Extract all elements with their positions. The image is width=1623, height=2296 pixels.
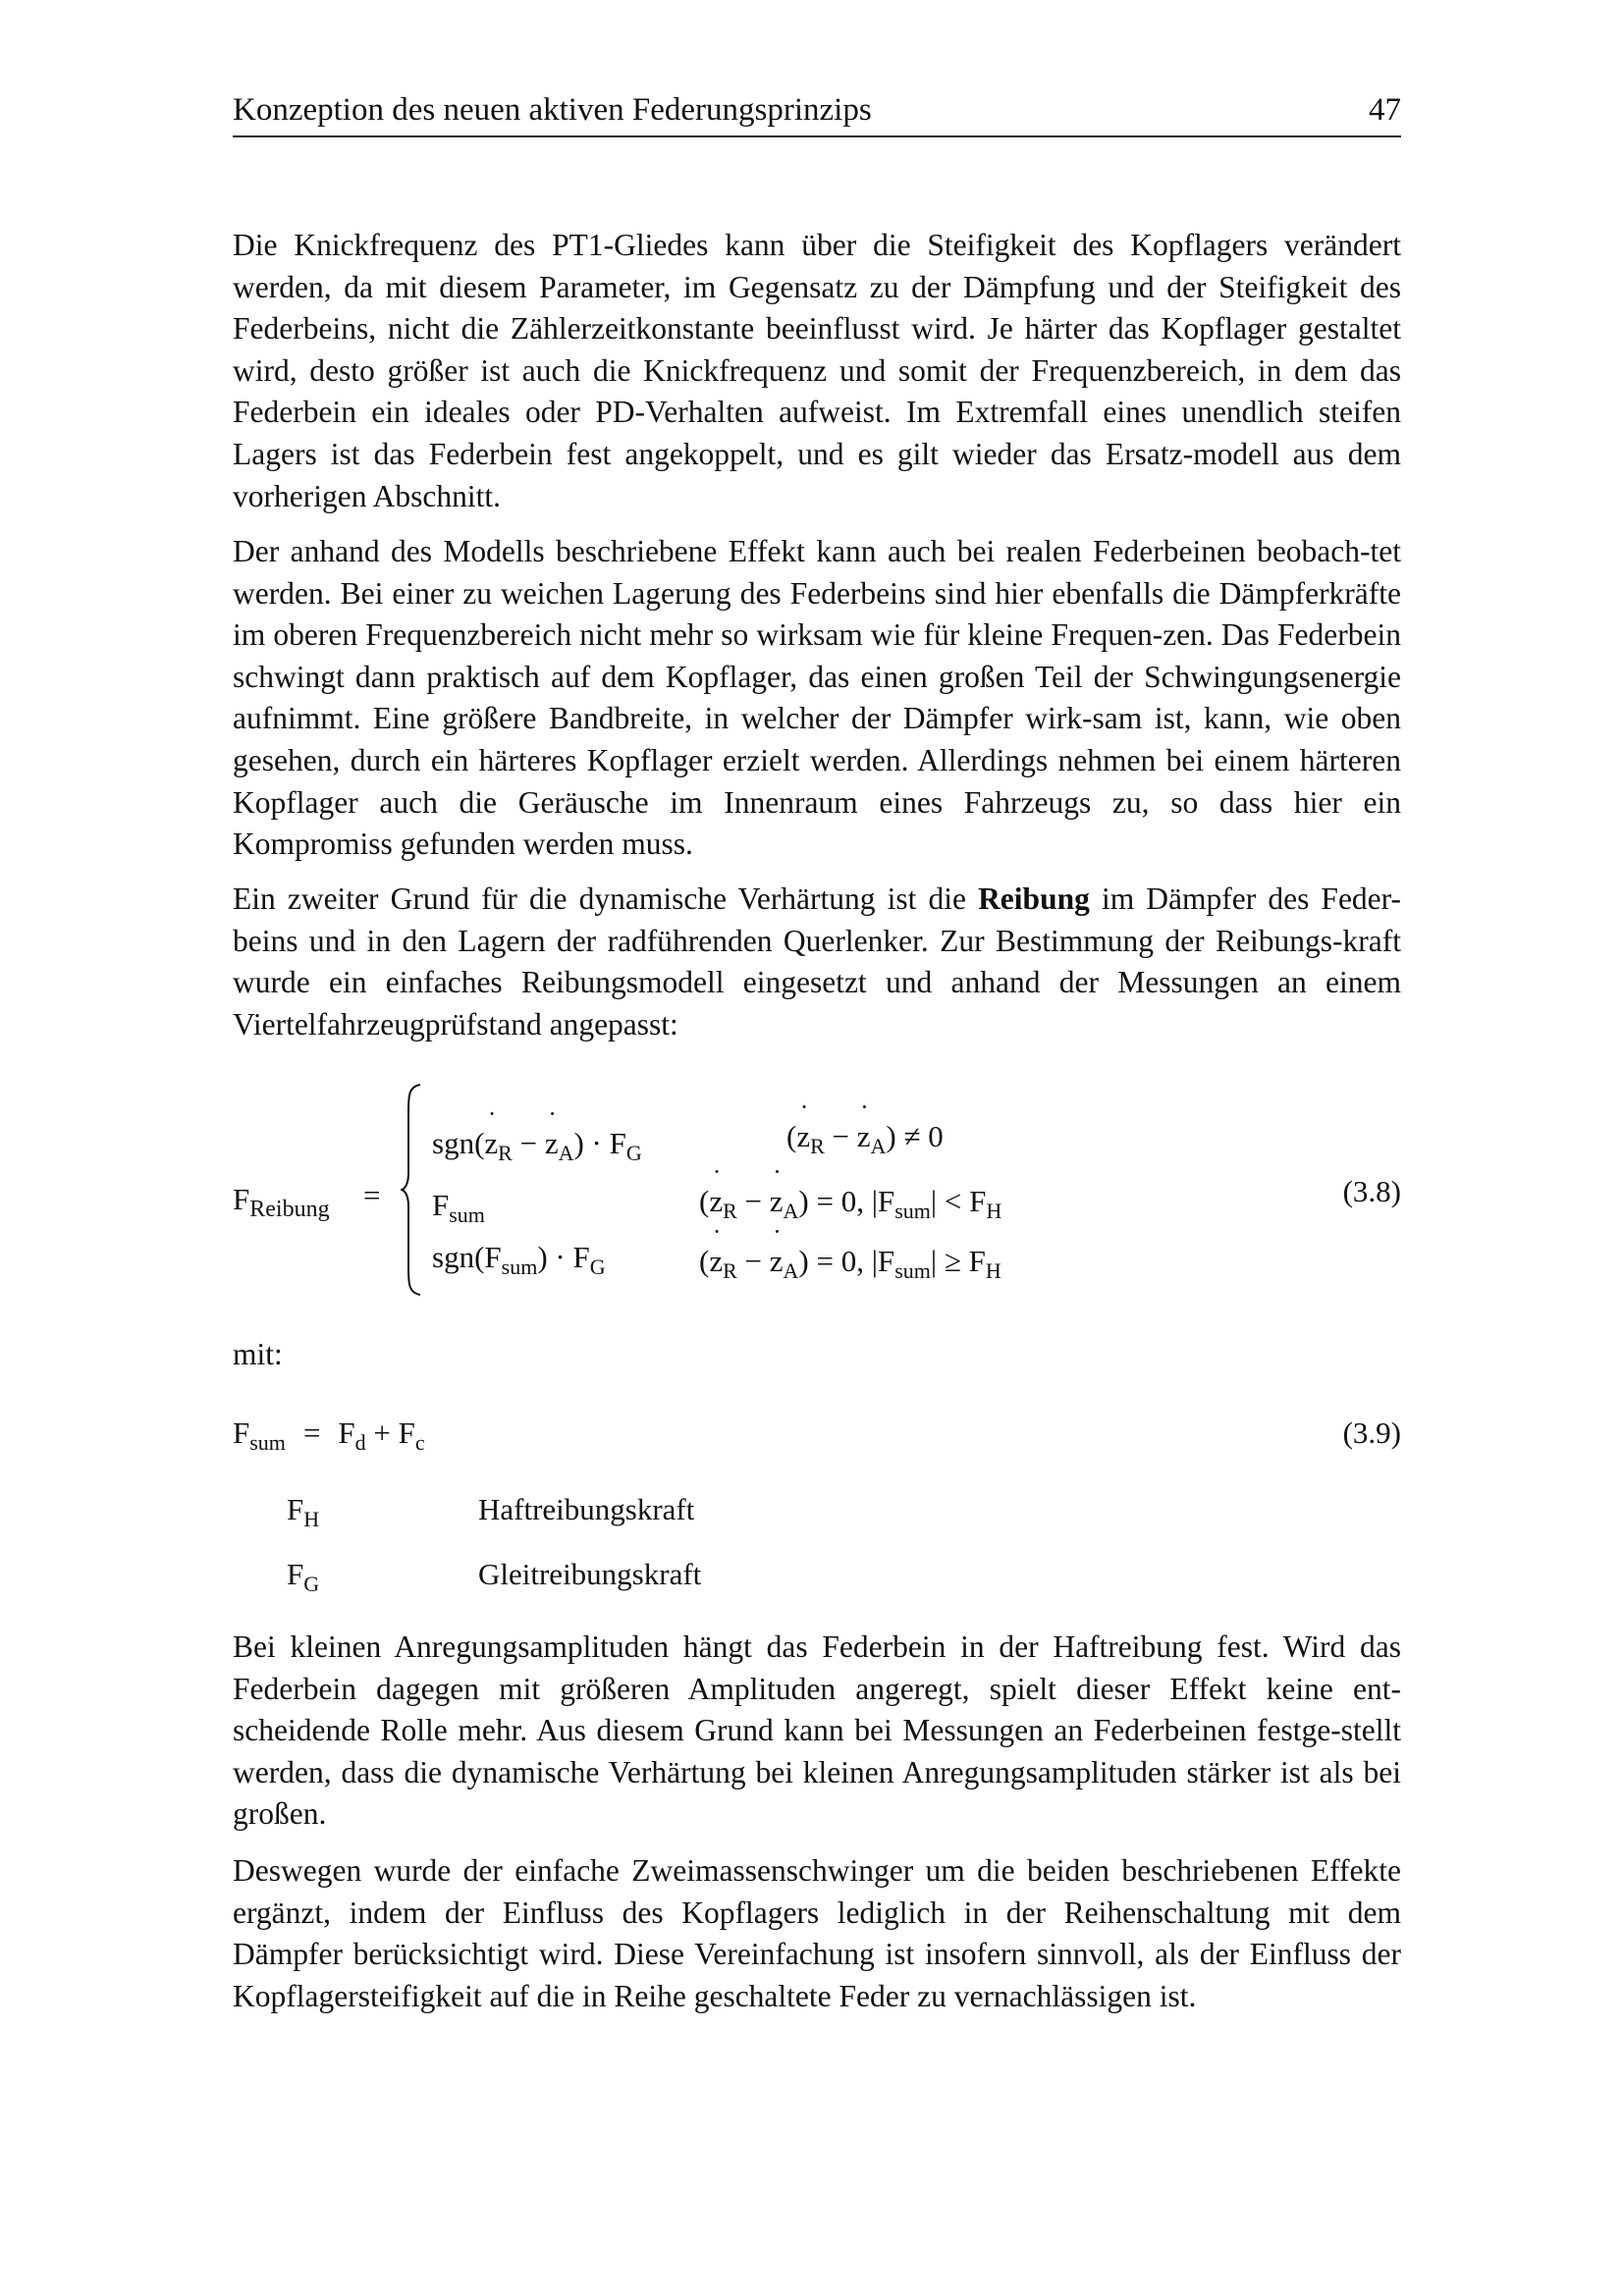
z-dot (770, 1184, 784, 1219)
greater-equal: | ≥ F (930, 1244, 986, 1278)
glossary-symbol (287, 1492, 319, 1532)
paragraph-realer-effekt: Der anhand des Modells beschriebene Effekt kann auch bei realen Federbeinen beobach-tet werden. Bei einer zu weichen Lagerung des Federbeins sind hier ebenfalls die Dämpferkräfte im oberen Frequenzbereich nicht mehr so wirksam wie für kleine Frequen-zen. Das Federbein schwingt dann praktisch auf dem Kopflager, das einen großen Teil der Schwingungsenergie aufnimmt. Eine größere Bandbreite, in welcher der Dämpfer wirk-sam ist, kann, wie oben gesehen, durch ein härteres Kopflager erzielt werden. Allerdings nehmen bei einem härteren Kopflager auch die Geräusche im Innenraum eines Fahrzeugs zu, so dass hier ein Kompromiss gefunden werden muss. (233, 534, 1401, 862)
f-symbol: F (287, 1492, 304, 1526)
z-dot (796, 1119, 810, 1154)
z-dot (770, 1244, 784, 1279)
paragraph-knickfrequenz: Die Knickfrequenz des PT1-Gliedes kann über die Steifigkeit des Kopflagers verändert werden, da mit diesem Parameter, im Gegensatz zu der Dämpfung und der Steifigkeit des Federbeins, nicht die Zählerzeitkonstante beeinflusst wird. Je härter das Kopflager gestaltet wird, desto größer ist auch die Knickfrequenz und somit der Frequenzbereich, in dem das Federbein ein ideales oder PD-Verhalten aufweist. Im Extremfall eines unendlich steifen Lagers ist das Federbein fest angekoppelt, und es gilt wieder das Ersatz-modell aus dem vorherigen Abschnitt. (233, 228, 1401, 513)
lhs-f: F (233, 1182, 250, 1216)
equals-zero: ) = 0, |F (798, 1184, 895, 1218)
sub-h: H (985, 1258, 1001, 1283)
sub-h: H (303, 1507, 320, 1531)
sub-g: G (303, 1572, 320, 1596)
sgn-f: sgn(F (432, 1240, 502, 1274)
minus-sign: − (736, 1184, 770, 1218)
open-paren: ( (786, 1119, 797, 1153)
mit-label: mit: (233, 1337, 283, 1371)
sub-sum: sum (894, 1258, 931, 1283)
sub-g: G (625, 1141, 642, 1165)
left-brace-icon (401, 1083, 422, 1297)
sub-sum: sum (249, 1430, 286, 1455)
z-symbol: z (796, 1119, 811, 1153)
z-symbol: z (544, 1126, 559, 1160)
z-symbol: z (484, 1126, 499, 1160)
equals-sign: = (302, 1415, 321, 1450)
equation-number-3-8: (3.8) (1342, 1174, 1401, 1208)
plus-f: + F (365, 1415, 415, 1450)
sub-sum: sum (449, 1202, 485, 1227)
glossary-meaning: Haftreibungskraft (478, 1492, 695, 1526)
z-dot (545, 1126, 559, 1161)
equation-equals: = (363, 1178, 381, 1212)
equals-zero: ) = 0, |F (798, 1244, 895, 1278)
sub-a: A (558, 1141, 574, 1165)
open-paren: ( (699, 1244, 710, 1278)
paragraph-reibung-text-2: im Dämpfer des Feder-beins und in den Lagern der radführenden Querlenker. Zur Bestimmung der Reibungs-kraft wurde ein einfaches Reibungsmodell eingesetzt und anhand der Messungen an einem Viertelfahrzeugprüfstand angepasst: (233, 881, 1401, 1041)
f-symbol: F (338, 1415, 355, 1450)
case-3-condition (699, 1244, 1001, 1283)
f-symbol: F (287, 1557, 304, 1591)
equation-lhs (233, 1182, 330, 1222)
z-dot (709, 1244, 723, 1279)
case-1-condition (786, 1119, 944, 1158)
times-f: ) · F (537, 1240, 590, 1274)
z-symbol: z (856, 1119, 871, 1153)
not-equal-zero: ) ≠ 0 (886, 1119, 944, 1153)
running-header (233, 90, 1401, 137)
sub-r: R (723, 1258, 737, 1283)
sub-r: R (810, 1134, 825, 1158)
case-2-condition (699, 1184, 1002, 1223)
sub-g: G (589, 1255, 606, 1279)
minus-sign: − (824, 1119, 857, 1153)
sub-r: R (723, 1199, 737, 1223)
glossary-meaning: Gleitreibungskraft (478, 1557, 702, 1591)
z-dot (709, 1184, 723, 1219)
z-dot (857, 1119, 871, 1154)
case-1-expression (432, 1126, 642, 1165)
sub-c: c (414, 1430, 425, 1455)
z-dot (484, 1126, 498, 1161)
z-symbol: z (709, 1244, 724, 1278)
reibung-bold-term: Reibung (978, 881, 1090, 916)
minus-sign: − (736, 1244, 770, 1278)
paragraph-anregung: Bei kleinen Anregungsamplituden hängt das Federbein in der Haftreibung fest. Wird das Federbein dagegen mit größeren Amplituden angeregt, spielt dieser Effekt keine ent-scheidende Rolle mehr. Aus diesem Grund kann bei Messungen an Federbeinen festge-stellt werden, dass die dynamische Verhärtung bei kleinen Anregungsamplituden stärker ist als bei großen. (233, 1629, 1401, 1832)
z-symbol: z (769, 1244, 784, 1278)
sub-a: A (870, 1134, 887, 1158)
open-paren: ( (699, 1184, 710, 1218)
sgn-label: sgn( (432, 1126, 485, 1160)
equation-number-3-9: (3.9) (1342, 1415, 1401, 1450)
case-3-expression (432, 1240, 606, 1279)
z-symbol: z (769, 1184, 784, 1218)
paragraph-zweimassenschwinger: Deswegen wurde der einfache Zweimassenschwinger um die beiden beschriebenen Effekte ergänzt, indem der Einfluss des Kopflagers lediglich in der Reihenschaltung mit dem Dämpfer berücksichtigt wird. Diese Vereinfachung ist insofern sinnvoll, als der Einfluss der Kopflagersteifigkeit auf die in Reihe geschaltete Feder zu vernachlässigen ist. (233, 1853, 1401, 2013)
glossary-symbol (287, 1557, 319, 1597)
case-2-expression (432, 1188, 485, 1227)
paragraph-reibung (233, 879, 1401, 1045)
f-symbol: F (432, 1188, 450, 1222)
minus-sign: − (512, 1126, 545, 1160)
sub-h: H (986, 1199, 1002, 1223)
z-symbol: z (709, 1184, 724, 1218)
sub-sum: sum (894, 1199, 931, 1223)
paragraph-reibung-text-1: Ein zweiter Grund für die dynamische Verhärtung ist die (233, 881, 979, 916)
sub-r: R (498, 1141, 513, 1165)
lhs-subscript: Reibung (249, 1197, 330, 1222)
less-than: | < F (930, 1184, 987, 1218)
times-f: ) · F (573, 1126, 626, 1160)
sub-a: A (783, 1258, 799, 1283)
equation-3-9-body (233, 1415, 425, 1455)
sub-d: d (354, 1430, 366, 1455)
page-number: 47 (1369, 92, 1401, 128)
header-title: Konzeption des neuen aktiven Federungsprinzips (233, 92, 872, 128)
sub-sum: sum (501, 1255, 538, 1279)
sub-a: A (783, 1199, 799, 1223)
f-symbol: F (233, 1415, 250, 1450)
